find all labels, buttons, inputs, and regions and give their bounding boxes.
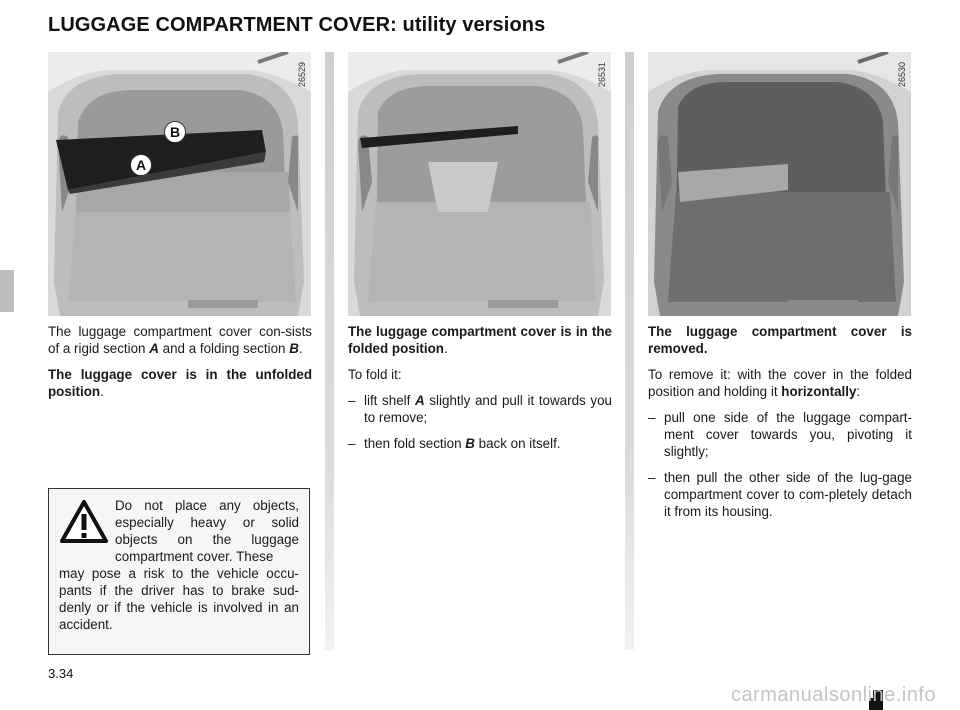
unfolded-state	[48, 366, 312, 400]
fold-steps	[348, 392, 612, 452]
label-a: A	[130, 154, 152, 176]
text: then pull the other side of the lug-gage compartment cover to com-pletely detach it from its housing.	[664, 470, 912, 519]
warning-text-bottom: may pose a risk to the vehicle occu-pants if the driver has to brake sud-denly or if the vehicle is involved in an accident.	[59, 566, 299, 632]
list-item	[648, 409, 912, 460]
trunk-photo-folded	[348, 52, 611, 316]
figure-number: 26529	[297, 62, 307, 88]
text: and a folding section	[158, 341, 290, 356]
label-a-ref: A	[415, 393, 425, 408]
column-3-text	[648, 323, 912, 529]
label-a-ref: A	[149, 341, 159, 356]
text: pull one side of the luggage compart-ment cover towards you, pivoting it slightly;	[664, 410, 912, 459]
label-b-ref: B	[289, 341, 299, 356]
text: .	[100, 384, 104, 399]
text: lift shelf	[364, 393, 416, 408]
figure-cover-folded	[348, 52, 611, 316]
text: The luggage compartment cover con-sists of a rigid section	[48, 324, 312, 356]
text: The luggage compartment cover is in the folded position	[348, 324, 612, 356]
chapter-tab	[0, 270, 14, 312]
list-item	[648, 469, 912, 520]
warning-triangle-icon	[59, 499, 109, 545]
column-2-text	[348, 323, 612, 461]
cover-description	[48, 323, 312, 357]
figure-number: 26531	[597, 62, 607, 88]
figure-cover-unfolded	[48, 52, 311, 316]
trunk-photo-removed	[648, 52, 911, 316]
remove-steps	[648, 409, 912, 520]
text: The luggage cover is in the unfolded position	[48, 367, 312, 399]
remove-intro	[648, 366, 912, 400]
label-b-ref: B	[465, 436, 475, 451]
fold-intro: To fold it:	[348, 367, 402, 382]
text: The luggage compartment cover is removed.	[648, 324, 912, 356]
page-title: LUGGAGE COMPARTMENT COVER: utility versions	[48, 14, 546, 36]
text: To remove it: with the cover in the folded position and holding it	[648, 367, 912, 399]
text: .	[298, 341, 303, 356]
dash: –	[348, 436, 356, 451]
text: then fold section	[364, 436, 466, 451]
figure-number: 26530	[897, 62, 907, 88]
text: :	[856, 384, 861, 399]
dash: –	[648, 410, 656, 425]
watermark: carmanualsonline.info	[730, 684, 936, 706]
column-divider	[325, 52, 334, 650]
text: .	[443, 341, 448, 356]
dash: –	[648, 470, 656, 485]
list-item	[348, 435, 612, 452]
list-item	[348, 392, 612, 426]
trunk-photo-unfolded	[48, 52, 311, 316]
column-1-text	[48, 323, 312, 409]
page-number: 3.34	[48, 666, 74, 681]
figure-cover-removed	[648, 52, 911, 316]
warning-box	[48, 488, 310, 655]
text: slightly and pull it towards you to remove;	[364, 393, 612, 425]
column-divider	[625, 52, 634, 650]
text: back on itself.	[474, 436, 561, 451]
folded-state	[348, 323, 612, 357]
text: horizontally	[781, 384, 857, 399]
dash: –	[348, 393, 356, 408]
removed-state	[648, 323, 912, 357]
warning-text-top: Do not place any objects, especially heavy or solid objects on the luggage compartment cover. These	[115, 498, 299, 564]
label-b: B	[164, 121, 186, 143]
